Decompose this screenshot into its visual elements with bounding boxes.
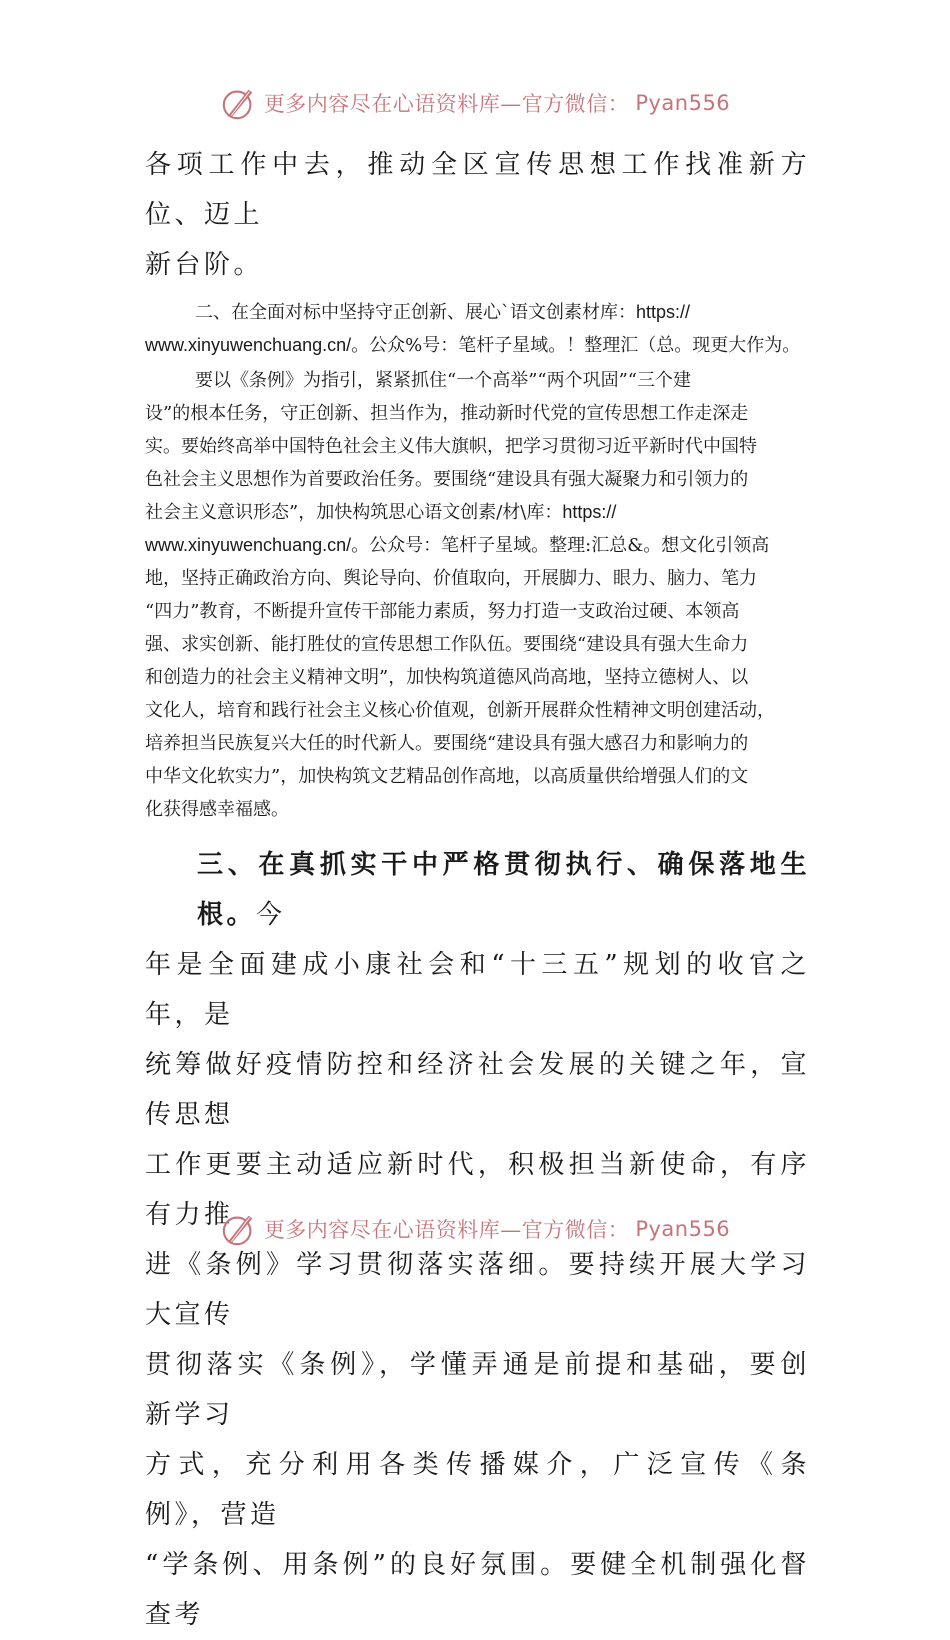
text-line: 强、求实创新、能打胜仗的宣传思想工作队伍。要围绕“建设具有强大生命力 bbox=[145, 634, 749, 655]
text-line: 年是全面建成小康社会和“十三五”规划的收官之年，是 bbox=[145, 950, 810, 1030]
text-line: 文化人，培育和践行社会主义核心价值观，创新开展群众性精神文明创建活动， bbox=[145, 700, 775, 721]
text-line: 社会主义意识形态”，加快构筑思心语文创素/材\库：https:// bbox=[145, 502, 617, 523]
text-line: 三、在真抓实干中严格贯彻执行、确保落地生根。今 bbox=[197, 850, 810, 930]
quill-pen-logo-icon bbox=[220, 1210, 258, 1248]
text-line: 地，坚持正确政治方向、舆论导向、价值取向，开展脚力、眼力、脑力、笔力 bbox=[145, 568, 757, 589]
footer-banner bbox=[0, 1209, 950, 1249]
banner-text: 更多内容尽在心语资料库—官方微信： bbox=[263, 1218, 630, 1242]
text-line: 中华文化软实力”，加快构筑文艺精品创作高地，以高质量供给增强人们的文 bbox=[145, 766, 749, 787]
banner-text: 更多内容尽在心语资料库—官方微信： bbox=[263, 92, 630, 116]
text-line: 进《条例》学习贯彻落实落细。要持续开展大学习大宣传 bbox=[145, 1250, 810, 1330]
section2-body bbox=[145, 364, 810, 826]
text-line: 新台阶。 bbox=[145, 250, 264, 280]
text-line: 二、在全面对标中坚持守正创新、展心`语文创素材库：https:// bbox=[195, 302, 691, 323]
text-line: “学条例、用条例”的良好氛围。要健全机制强化督查考 bbox=[145, 1550, 810, 1630]
section3-heading: 三、在真抓实干中严格贯彻执行、确保落地生根。 bbox=[197, 850, 810, 930]
text-line: 贯彻落实《条例》，学懂弄通是前提和基础，要创新学习 bbox=[145, 1350, 810, 1430]
text-line: 培养担当民族复兴大任的时代新人。要围绕“建设具有强大感召力和影响力的 bbox=[145, 733, 749, 754]
quill-pen-logo-icon bbox=[220, 84, 258, 122]
text-line: 要以《条例》为指引，紧紧抓住“一个高举”“两个巩固”“三个建 bbox=[195, 370, 692, 391]
section2-heading bbox=[145, 296, 810, 362]
banner-wechat-id: Pyan556 bbox=[635, 1217, 731, 1241]
header-banner bbox=[0, 83, 950, 123]
text-line: 方式，充分利用各类传播媒介，广泛宣传《条例》，营造 bbox=[145, 1450, 810, 1530]
text-line: “四力”教育，不断提升宣传干部能力素质，努力打造一支政治过硬、本领高 bbox=[145, 601, 740, 622]
text-line: 统筹做好疫情防控和经济社会发展的关键之年，宣传思想 bbox=[145, 1050, 810, 1130]
document-body bbox=[145, 140, 810, 1640]
text-line: 化获得感幸福感。 bbox=[145, 799, 289, 820]
text-line: 各项工作中去，推动全区宣传思想工作找准新方位、迈上 bbox=[145, 150, 810, 230]
banner-wechat-id: Pyan556 bbox=[635, 91, 731, 115]
text-line: www.xinyuwenchuang.cn/。公众号：笔杆子星域。整理:汇总&。想文化引领高 bbox=[145, 535, 770, 556]
text-line: www.xinyuwenchuang.cn/。公众%号：笔杆子星域。！整理汇（总。现更大作为。 bbox=[145, 335, 801, 356]
text-line: 实。要始终高举中国特色社会主义伟大旗帜，把学习贯彻习近平新时代中国特 bbox=[145, 436, 757, 457]
text-line: 和创造力的社会主义精神文明”，加快构筑道德风尚高地，坚持立德树人、以 bbox=[145, 667, 749, 688]
text-line: 色社会主义思想作为首要政治任务。要围绕“建设具有强大凝聚力和引领力的 bbox=[145, 469, 749, 490]
text-line: 工作更要主动适应新时代，积极担当新使命，有序有力推 bbox=[145, 1150, 810, 1230]
text-line: 设”的根本任务，守正创新、担当作为，推动新时代党的宣传思想工作走深走 bbox=[145, 403, 749, 424]
intro-paragraph bbox=[145, 140, 810, 290]
